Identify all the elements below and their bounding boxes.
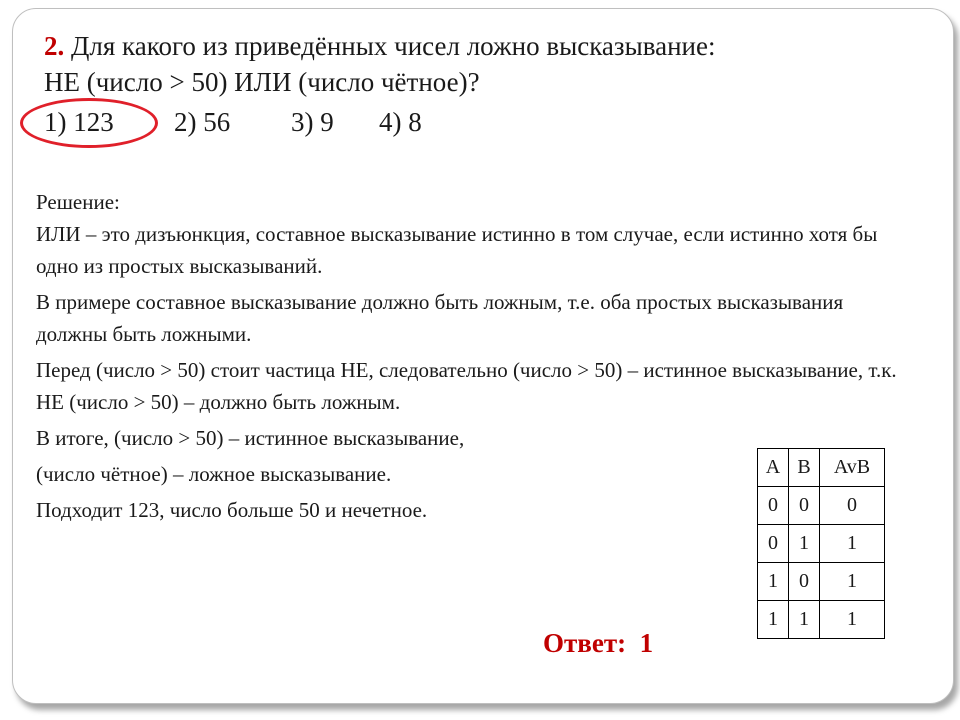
truth-table-row [758,525,885,563]
truth-table-cell: 0 [789,487,820,525]
truth-table-cell: 1 [820,601,885,639]
solution-paragraph: ИЛИ – это дизъюнкция, составное высказывание истинно в том случае, если истинно хотя бы одно из простых высказываний. [36,222,878,278]
truth-table-header: A [758,449,789,487]
truth-table-cell: 1 [758,601,789,639]
solution-heading: Решение: [36,190,120,214]
question-number: 2. [44,31,65,61]
solution-paragraph: В итоге, (число > 50) – истинное высказывание, [36,426,465,450]
truth-table-cell: 1 [820,563,885,601]
option-2: 2) 56 [174,107,231,137]
truth-table-cell: 0 [789,563,820,601]
truth-table-cell: 0 [758,525,789,563]
truth-table [757,448,885,639]
question-line-1: Для какого из приведённых чисел ложно высказывание: [71,31,716,61]
truth-table-row [758,563,885,601]
answer-value: 1 [639,628,654,658]
option-3: 3) 9 [291,107,334,137]
truth-table-row [758,487,885,525]
question [44,28,715,100]
truth-table-cell: 1 [789,525,820,563]
truth-table-row [758,601,885,639]
solution-paragraph: Подходит 123, число больше 50 и нечетное. [36,498,428,522]
solution-paragraph: В примере составное высказывание должно быть ложным, т.е. оба простых высказывания должны быть ложными. [36,290,844,346]
truth-table-cell: 0 [758,487,789,525]
solution-paragraph: Перед (число > 50) стоит частица НЕ, следовательно (число > 50) – истинное высказывание, т.к. НЕ (число > 50) – должно быть ложным. [36,358,897,414]
truth-table-header-row [758,449,885,487]
truth-table-cell: 1 [820,525,885,563]
solution-paragraph: (число чётное) – ложное высказывание. [36,462,392,486]
answer-options [44,104,422,140]
truth-table-cell: 1 [789,601,820,639]
truth-table-header: B [789,449,820,487]
option-1: 1) 123 [44,107,114,137]
question-line-2: НЕ (число > 50) ИЛИ (число чётное)? [44,67,480,97]
truth-table-header: AvB [820,449,885,487]
answer-label: Ответ: [543,628,627,658]
final-answer [543,628,653,659]
truth-table-cell: 1 [758,563,789,601]
option-4: 4) 8 [379,107,422,137]
truth-table-cell: 0 [820,487,885,525]
